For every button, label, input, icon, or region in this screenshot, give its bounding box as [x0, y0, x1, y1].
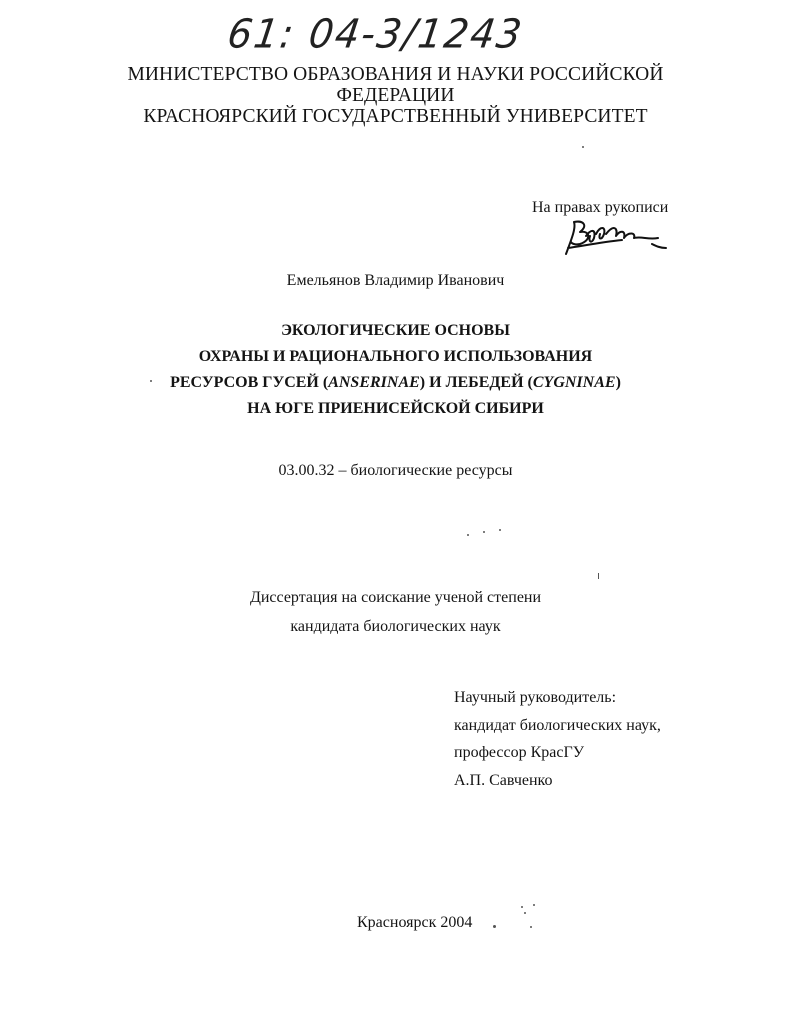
title-line-3-part-1: РЕСУРСОВ ГУСЕЙ (: [170, 374, 329, 391]
title-line-3-part-2: ) И ЛЕБЕДЕЙ (: [419, 374, 533, 391]
archive-number-handwritten: 61: 04-3/1243: [224, 10, 527, 58]
supervisor-label: Научный руководитель:: [454, 689, 617, 706]
university-name: КРАСНОЯРСКИЙ ГОСУДАРСТВЕННЫЙ УНИВЕРСИТЕТ: [143, 106, 648, 127]
scan-speck: [521, 906, 523, 908]
manuscript-rights-note: На правах рукописи: [532, 199, 669, 216]
title-line-3-part-3: ): [615, 374, 621, 391]
supervisor-degree: кандидат биологических наук,: [454, 717, 661, 734]
scan-speck: [493, 925, 496, 928]
title-line-4: НА ЮГЕ ПРИЕНИСЕЙСКОЙ СИБИРИ: [247, 400, 544, 417]
scan-speck: [150, 380, 152, 382]
ministry-line-1: МИНИСТЕРСТВО ОБРАЗОВАНИЯ И НАУКИ РОССИЙСКОЙ: [127, 64, 664, 85]
latin-cygninae: CYGNINAE: [532, 374, 616, 391]
scan-speck: [467, 534, 469, 536]
dissertation-line-1: Диссертация на соискание ученой степени: [249, 589, 542, 606]
scan-speck: [533, 904, 535, 906]
title-line-3: [0, 370, 791, 396]
author-name: Емельянов Владимир Иванович: [286, 272, 505, 289]
scan-speck: [530, 926, 532, 928]
scan-speck: [582, 146, 584, 148]
latin-anserinae: ANSERINAE: [328, 374, 420, 391]
supervisor-name: А.П. Савченко: [454, 772, 553, 789]
title-line-1: ЭКОЛОГИЧЕСКИЕ ОСНОВЫ: [281, 322, 510, 339]
ministry-line-2: ФЕДЕРАЦИИ: [336, 85, 455, 106]
scan-speck: [499, 529, 501, 531]
title-line-2: ОХРАНЫ И РАЦИОНАЛЬНОГО ИСПОЛЬЗОВАНИЯ: [198, 348, 593, 365]
specialty-code: 03.00.32 – биологические ресурсы: [278, 462, 513, 479]
dissertation-line-2: кандидата биологических наук: [290, 618, 501, 635]
scan-speck: [598, 573, 599, 579]
scan-speck: [483, 531, 485, 533]
supervisor-position: профессор КрасГУ: [454, 744, 585, 761]
city-year: Красноярск 2004: [357, 914, 473, 931]
scan-speck: [524, 912, 526, 914]
signature-icon: [562, 218, 672, 260]
